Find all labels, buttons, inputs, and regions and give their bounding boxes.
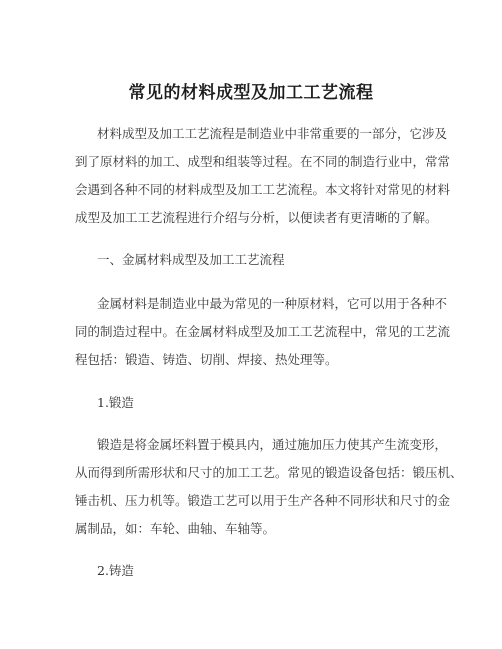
- subsection-heading: 2.铸造: [97, 563, 134, 578]
- paragraph-line: 锻造是将金属坯料置于模具内，通过施加压力使其产生流变形，: [97, 437, 448, 452]
- paragraph-line: 成型及加工工艺流程进行介绍与分析，以便读者有更清晰的了解。: [75, 210, 438, 225]
- paragraph-line: 材料成型及加工工艺流程是制造业中非常重要的一部分，它涉及: [97, 126, 448, 141]
- paragraph-line: 同的制造过程中。在金属材料成型及加工工艺流程中，常见的工艺流: [75, 324, 451, 339]
- paragraph-line: 到了原材料的加工、成型和组装等过程。在不同的制造行业中，常常: [75, 154, 451, 169]
- paragraph-line: 程包括：锻造、铸造、切削、焊接、热处理等。: [75, 352, 338, 367]
- paragraph-line: 从而得到所需形状和尺寸的加工工艺。常见的锻造设备包括：锻压机、: [75, 465, 463, 480]
- section-heading: 一、金属材料成型及加工工艺流程: [97, 252, 285, 267]
- paragraph-line: 属制品，如：车轮、曲轴、车轴等。: [75, 521, 276, 536]
- document-title: 常见的材料成型及加工工艺流程: [128, 83, 374, 103]
- subsection-heading: 1.锻造: [97, 395, 134, 410]
- paragraph-line: 锤击机、压力机等。锻造工艺可以用于生产各种不同形状和尺寸的金: [75, 493, 451, 508]
- paragraph-line: 金属材料是制造业中最为常见的一种原材料，它可以用于各种不: [97, 296, 448, 311]
- paragraph-line: 会遇到各种不同的材料成型及加工工艺流程。本文将针对常见的材料: [75, 182, 451, 197]
